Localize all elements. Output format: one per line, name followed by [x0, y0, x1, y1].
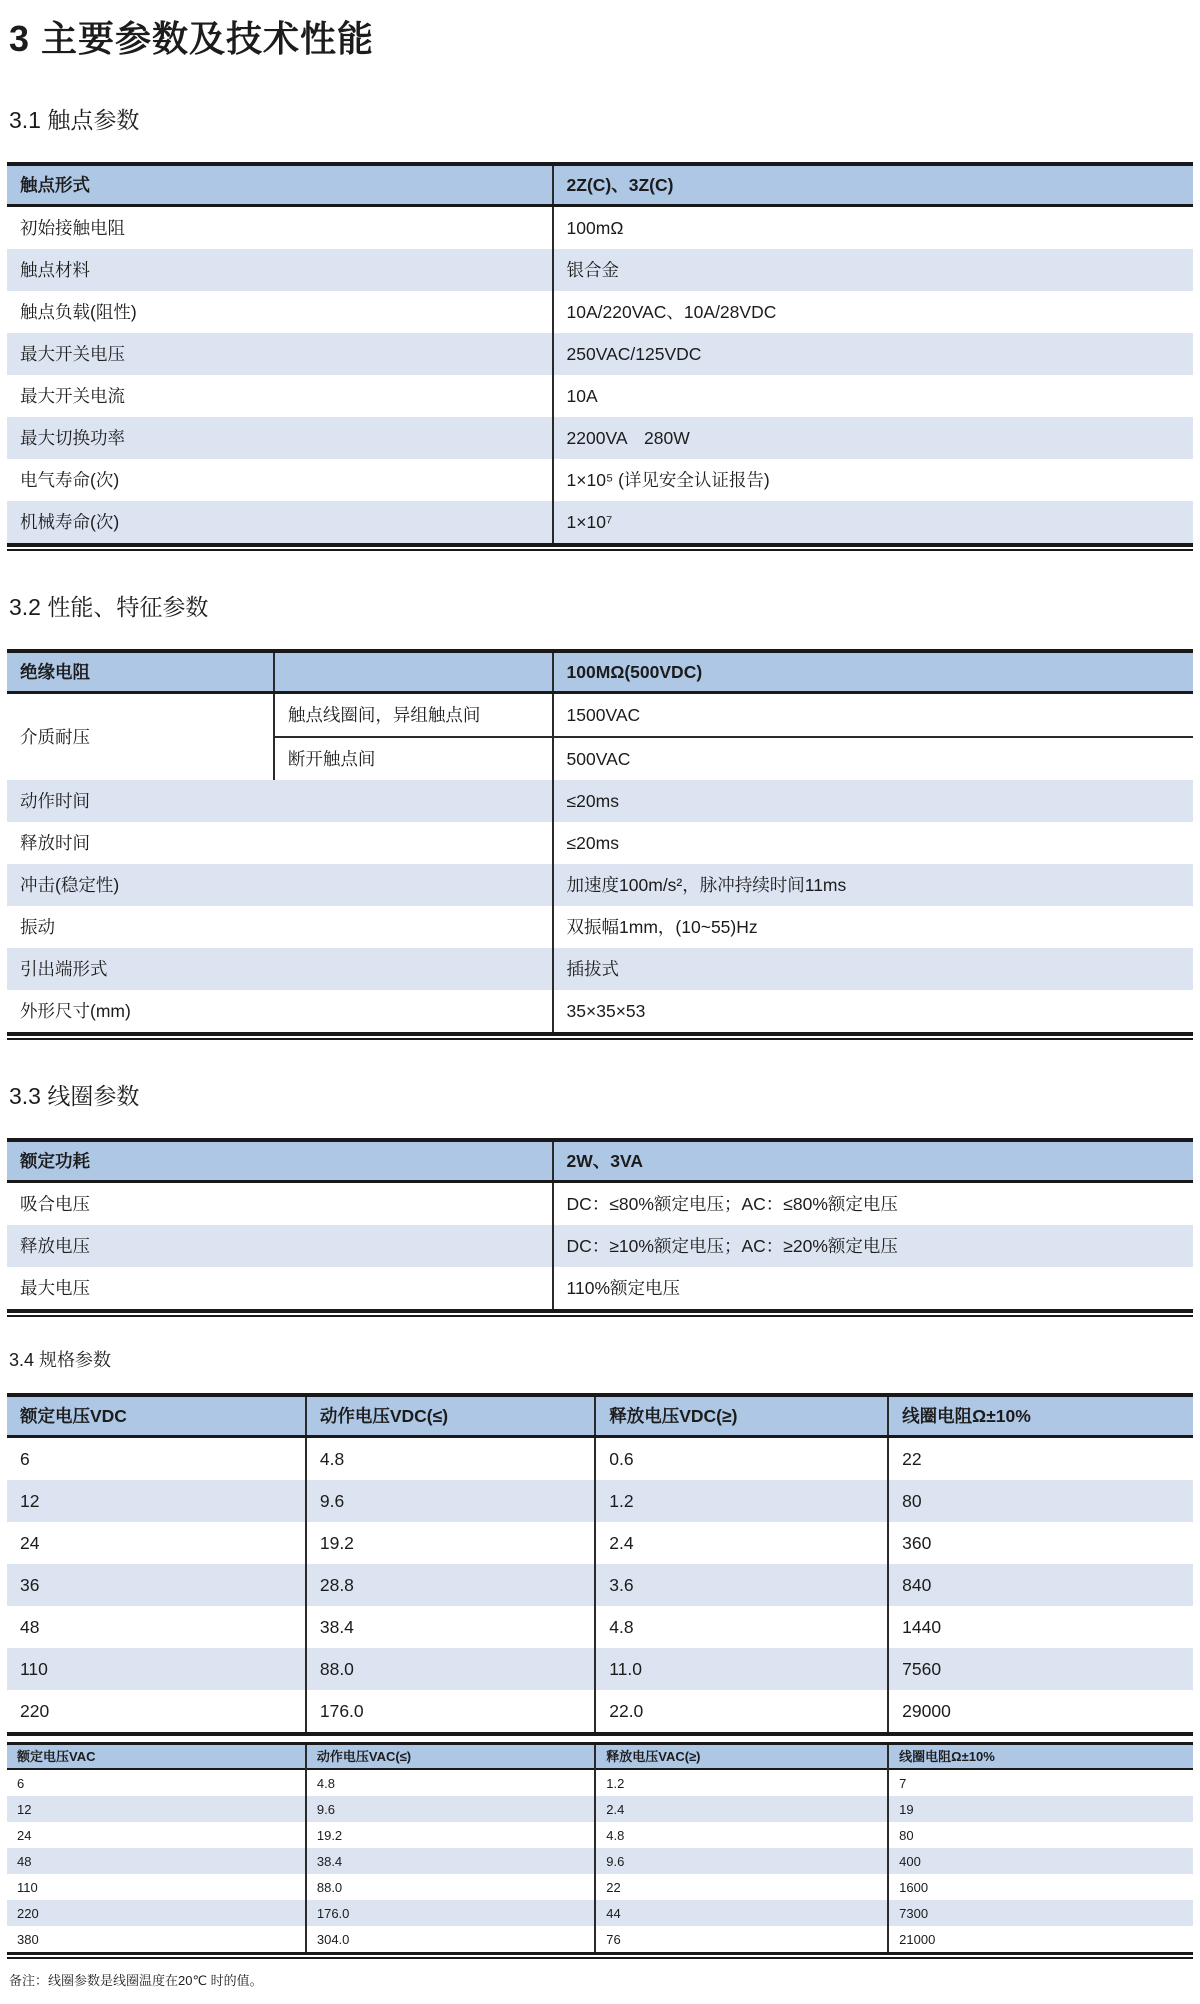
table-row	[7, 417, 1193, 459]
table-header	[7, 1395, 1193, 1437]
table-cell: 19.2	[306, 1522, 595, 1564]
table-cell: 21000	[888, 1926, 1193, 1954]
table-cell: 36	[20, 1575, 40, 1595]
column-header: 绝缘电阻	[20, 662, 90, 682]
table-cell: 9.6	[595, 1848, 888, 1874]
table-row	[7, 1522, 1193, 1564]
table-row	[7, 1225, 1193, 1267]
table-cell: 28.8	[306, 1564, 595, 1606]
table-cell: 4.8	[306, 1437, 595, 1481]
table-row	[7, 1182, 1193, 1226]
table-cell: 19.2	[306, 1822, 595, 1848]
table-cell: 22	[595, 1874, 888, 1900]
table-cell: 24	[20, 1533, 40, 1553]
table-cell: 19	[888, 1796, 1193, 1822]
table-cell: 1×10⁷	[553, 501, 1193, 545]
table-cell: 380	[17, 1931, 39, 1947]
performance-parameters-table	[7, 649, 1193, 1036]
table-cell: 400	[888, 1848, 1193, 1874]
table-cell: 6	[20, 1449, 30, 1469]
table-cell: 介质耐压	[20, 727, 90, 747]
table-cell: 35×35×53	[553, 990, 1193, 1034]
table-header-row	[7, 1744, 1193, 1770]
table-cell: 44	[595, 1900, 888, 1926]
table-cell: 动作时间	[20, 791, 90, 811]
table-cell: 10A	[553, 375, 1193, 417]
table-cell: 触点线圈间，异组触点间	[274, 693, 553, 738]
table-cell: 插拔式	[553, 948, 1193, 990]
table-cell: 110%额定电压	[553, 1267, 1193, 1311]
table-body	[7, 1769, 1193, 1954]
column-header: 额定电压VDC	[20, 1406, 127, 1426]
table-cell: 机械寿命(次)	[20, 512, 120, 532]
table-cell: 4.8	[306, 1769, 595, 1796]
column-header: 动作电压VDC(≤)	[306, 1395, 595, 1437]
column-header: 线圈电阻Ω±10%	[888, 1744, 1193, 1770]
table-cell: 29000	[888, 1690, 1193, 1734]
table-cell: 10A/220VAC、10A/28VDC	[553, 291, 1193, 333]
table-cell: 吸合电压	[20, 1194, 90, 1214]
table-row	[7, 1690, 1193, 1734]
column-header	[274, 651, 553, 693]
table-cell: 触点材料	[20, 260, 90, 280]
table-cell: 7300	[888, 1900, 1193, 1926]
section-heading-coil: 3.3 线圈参数	[9, 1083, 140, 1109]
table-cell: 840	[888, 1564, 1193, 1606]
column-header: 释放电压VAC(≥)	[595, 1744, 888, 1770]
table-row	[7, 1267, 1193, 1311]
column-header: 100MΩ(500VDC)	[553, 651, 1193, 693]
table-header-row	[7, 1395, 1193, 1437]
table-cell: 24	[17, 1827, 32, 1843]
table-cell: 7560	[888, 1648, 1193, 1690]
table-row	[7, 1848, 1193, 1874]
column-header: 2W、3VA	[553, 1140, 1193, 1182]
table-cell: 100mΩ	[553, 206, 1193, 250]
table-cell: ≤20ms	[553, 822, 1193, 864]
column-header: 2Z(C)、3Z(C)	[553, 164, 1193, 206]
table-cell: 最大切换功率	[20, 428, 125, 448]
table-row	[7, 501, 1193, 545]
table-cell: 2.4	[595, 1522, 888, 1564]
table-cell: 4.8	[595, 1606, 888, 1648]
table-cell: 引出端形式	[20, 959, 108, 979]
table-cell: 1.2	[595, 1769, 888, 1796]
table-cell: 释放电压	[20, 1236, 90, 1256]
table-cell: 176.0	[306, 1690, 595, 1734]
table-header	[7, 651, 1193, 693]
table-cell: 2200VA 280W	[553, 417, 1193, 459]
table-cell: 88.0	[306, 1648, 595, 1690]
table-row	[7, 1648, 1193, 1690]
table-row	[7, 249, 1193, 291]
column-header: 额定电压VAC	[17, 1749, 96, 1764]
vac-spec-table	[7, 1742, 1193, 1955]
table-cell: 1440	[888, 1606, 1193, 1648]
table-cell: 最大开关电压	[20, 344, 125, 364]
section-heading-contact: 3.1 触点参数	[9, 107, 140, 133]
table-cell: 22	[888, 1437, 1193, 1481]
table-cell: 电气寿命(次)	[20, 470, 120, 490]
table-bottom-rule	[7, 1038, 1193, 1040]
table-row	[7, 375, 1193, 417]
table-body	[7, 693, 1193, 1035]
table-cell: ≤20ms	[553, 780, 1193, 822]
table-row	[7, 693, 1193, 738]
table-row	[7, 864, 1193, 906]
table-cell: 9.6	[306, 1480, 595, 1522]
table-cell: 9.6	[306, 1796, 595, 1822]
table-cell: 80	[888, 1822, 1193, 1848]
table-cell: 6	[17, 1775, 25, 1791]
table-row	[7, 1480, 1193, 1522]
table-cell: 7	[888, 1769, 1193, 1796]
table-cell: 冲击(稳定性)	[20, 875, 120, 895]
table-row	[7, 1796, 1193, 1822]
main-title: 3 主要参数及技术性能	[9, 18, 375, 59]
table-cell: 0.6	[595, 1437, 888, 1481]
column-header: 触点形式	[20, 175, 90, 195]
table-cell: 触点负载(阻性)	[20, 302, 137, 322]
table-header	[7, 1744, 1193, 1770]
table-cell: 38.4	[306, 1848, 595, 1874]
column-header: 动作电压VAC(≤)	[306, 1744, 595, 1770]
table-cell: 500VAC	[553, 737, 1193, 780]
table-row	[7, 780, 1193, 822]
table-bottom-rule	[7, 1957, 1193, 1959]
table-cell: 1×10⁵ (详见安全认证报告)	[553, 459, 1193, 501]
table-row	[7, 1900, 1193, 1926]
table-cell: 360	[888, 1522, 1193, 1564]
coil-parameters-table	[7, 1138, 1193, 1313]
table-cell: DC：≥10%额定电压；AC：≥20%额定电压	[553, 1225, 1193, 1267]
section-heading-performance: 3.2 性能、特征参数	[9, 594, 209, 620]
table-cell: 304.0	[306, 1926, 595, 1954]
table-row	[7, 990, 1193, 1034]
table-cell: 48	[20, 1617, 40, 1637]
table-row	[7, 1822, 1193, 1848]
table-row	[7, 1437, 1193, 1481]
table-cell: 双振幅1mm，(10~55)Hz	[553, 906, 1193, 948]
table-header	[7, 164, 1193, 206]
column-header: 额定功耗	[20, 1151, 90, 1171]
table-cell: DC：≤80%额定电压；AC：≤80%额定电压	[553, 1182, 1193, 1226]
table-row	[7, 333, 1193, 375]
table-cell: 88.0	[306, 1874, 595, 1900]
table-cell: 80	[888, 1480, 1193, 1522]
table-row	[7, 906, 1193, 948]
table-header-row	[7, 1140, 1193, 1182]
section-heading-spec: 3.4 规格参数	[9, 1350, 112, 1370]
table-header-row	[7, 651, 1193, 693]
table-row	[7, 291, 1193, 333]
table-cell: 断开触点间	[274, 737, 553, 780]
table-bottom-rule	[7, 1315, 1193, 1317]
table-cell: 11.0	[595, 1648, 888, 1690]
table-cell: 银合金	[553, 249, 1193, 291]
column-header: 线圈电阻Ω±10%	[888, 1395, 1193, 1437]
footnote: 备注：线圈参数是线圈温度在20℃ 时的值。	[9, 1973, 263, 1988]
table-row	[7, 1564, 1193, 1606]
table-row	[7, 1769, 1193, 1796]
table-cell: 38.4	[306, 1606, 595, 1648]
table-cell: 2.4	[595, 1796, 888, 1822]
table-header-row	[7, 164, 1193, 206]
vdc-spec-table	[7, 1393, 1193, 1736]
contact-parameters-table	[7, 162, 1193, 547]
table-cell: 176.0	[306, 1900, 595, 1926]
table-cell: 220	[20, 1701, 50, 1721]
table-row	[7, 822, 1193, 864]
table-row	[7, 1874, 1193, 1900]
table-cell: 4.8	[595, 1822, 888, 1848]
table-cell: 48	[17, 1853, 32, 1869]
table-cell: 12	[17, 1801, 32, 1817]
table-cell: 250VAC/125VDC	[553, 333, 1193, 375]
table-body	[7, 1182, 1193, 1312]
column-header: 释放电压VDC(≥)	[595, 1395, 888, 1437]
table-cell: 最大开关电流	[20, 386, 125, 406]
table-cell: 12	[20, 1491, 40, 1511]
table-cell: 110	[20, 1659, 48, 1679]
table-cell: 3.6	[595, 1564, 888, 1606]
table-row	[7, 459, 1193, 501]
table-cell: 220	[17, 1905, 39, 1921]
table-cell: 1.2	[595, 1480, 888, 1522]
table-cell: 加速度100m/s²，脉冲持续时间11ms	[553, 864, 1193, 906]
table-row	[7, 1606, 1193, 1648]
table-header	[7, 1140, 1193, 1182]
table-cell: 初始接触电阻	[20, 218, 125, 238]
table-body	[7, 206, 1193, 546]
table-cell: 1600	[888, 1874, 1193, 1900]
table-cell: 最大电压	[20, 1278, 90, 1298]
table-cell: 1500VAC	[553, 693, 1193, 738]
table-cell: 释放时间	[20, 833, 90, 853]
table-row	[7, 948, 1193, 990]
table-cell: 外形尺寸(mm)	[20, 1001, 131, 1021]
table-row	[7, 1926, 1193, 1954]
table-cell: 22.0	[595, 1690, 888, 1734]
table-cell: 振动	[20, 917, 55, 937]
table-cell: 76	[595, 1926, 888, 1954]
table-cell: 110	[17, 1879, 38, 1895]
table-row	[7, 206, 1193, 250]
table-body	[7, 1437, 1193, 1735]
table-bottom-rule	[7, 549, 1193, 551]
